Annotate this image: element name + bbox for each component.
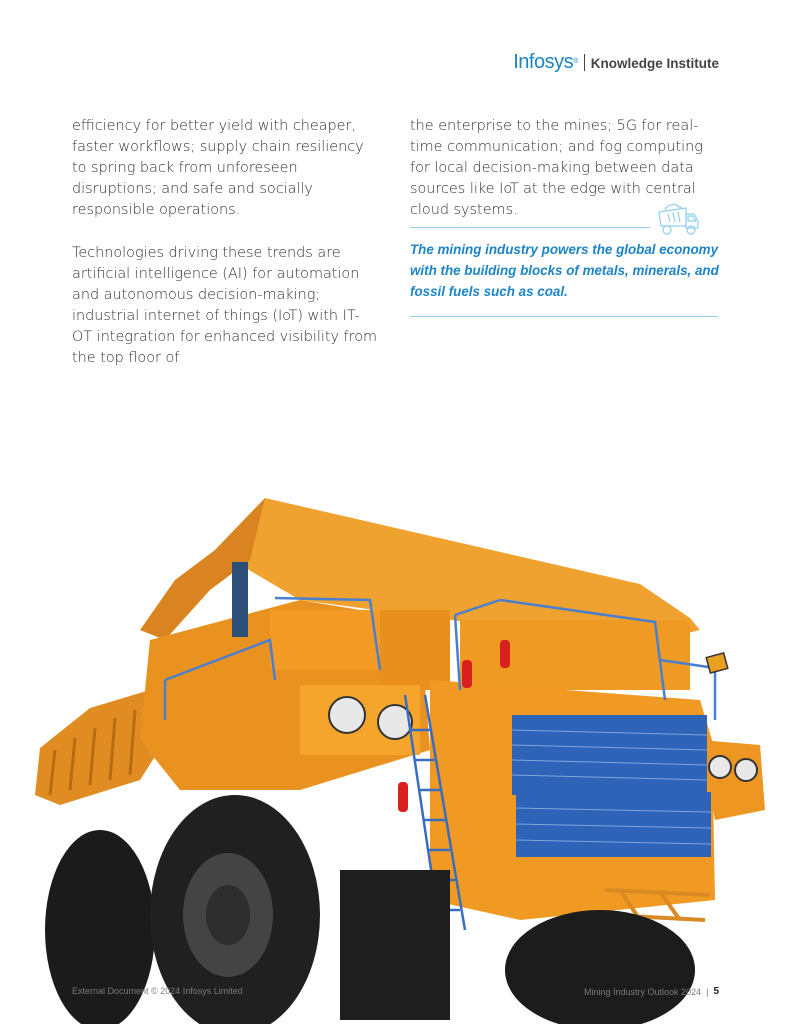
footer-separator: |: [706, 986, 709, 997]
pull-quote-text: The mining industry powers the global economy with the building blocks of metals, minerals, and fossil fuels such as coal.: [410, 242, 719, 299]
footer-publication-title: Mining Industry Outlook 2024: [584, 986, 702, 997]
infosys-logo: [513, 52, 719, 72]
logo-divider: [584, 54, 585, 71]
callout-top-rule: [410, 227, 650, 228]
page-number: 5: [713, 986, 719, 997]
left-paragraph-2: Technologies driving these trends are artificial intelligence (AI) for automation and autonomous decision-making; industrial internet of things (IoT) with IT-OT integration for enhanced visibility from the top floor of: [72, 245, 378, 366]
logo-division: Knowledge Institute: [590, 56, 719, 71]
registered-mark: ®: [573, 58, 578, 65]
left-column: [72, 116, 378, 391]
right-paragraph-1: the enterprise to the mines; 5G for real-time communication; and fog computing for local decision-making between data sources like IoT at the edge with central cloud systems.: [410, 118, 703, 218]
left-paragraph-1: efficiency for better yield with cheaper, faster workflows; supply chain resiliency to spring back from unforeseen disruptions; and safe and socially responsible operations.: [72, 118, 364, 218]
mining-dump-truck-photo: [0, 490, 791, 1024]
logo-brand: Infosys®: [513, 51, 578, 73]
footer-publication: [584, 986, 719, 997]
footer-copyright: External Document © 2024 Infosys Limited: [72, 986, 243, 996]
callout-bottom-rule: [410, 316, 718, 317]
mining-truck-icon: [656, 202, 700, 238]
